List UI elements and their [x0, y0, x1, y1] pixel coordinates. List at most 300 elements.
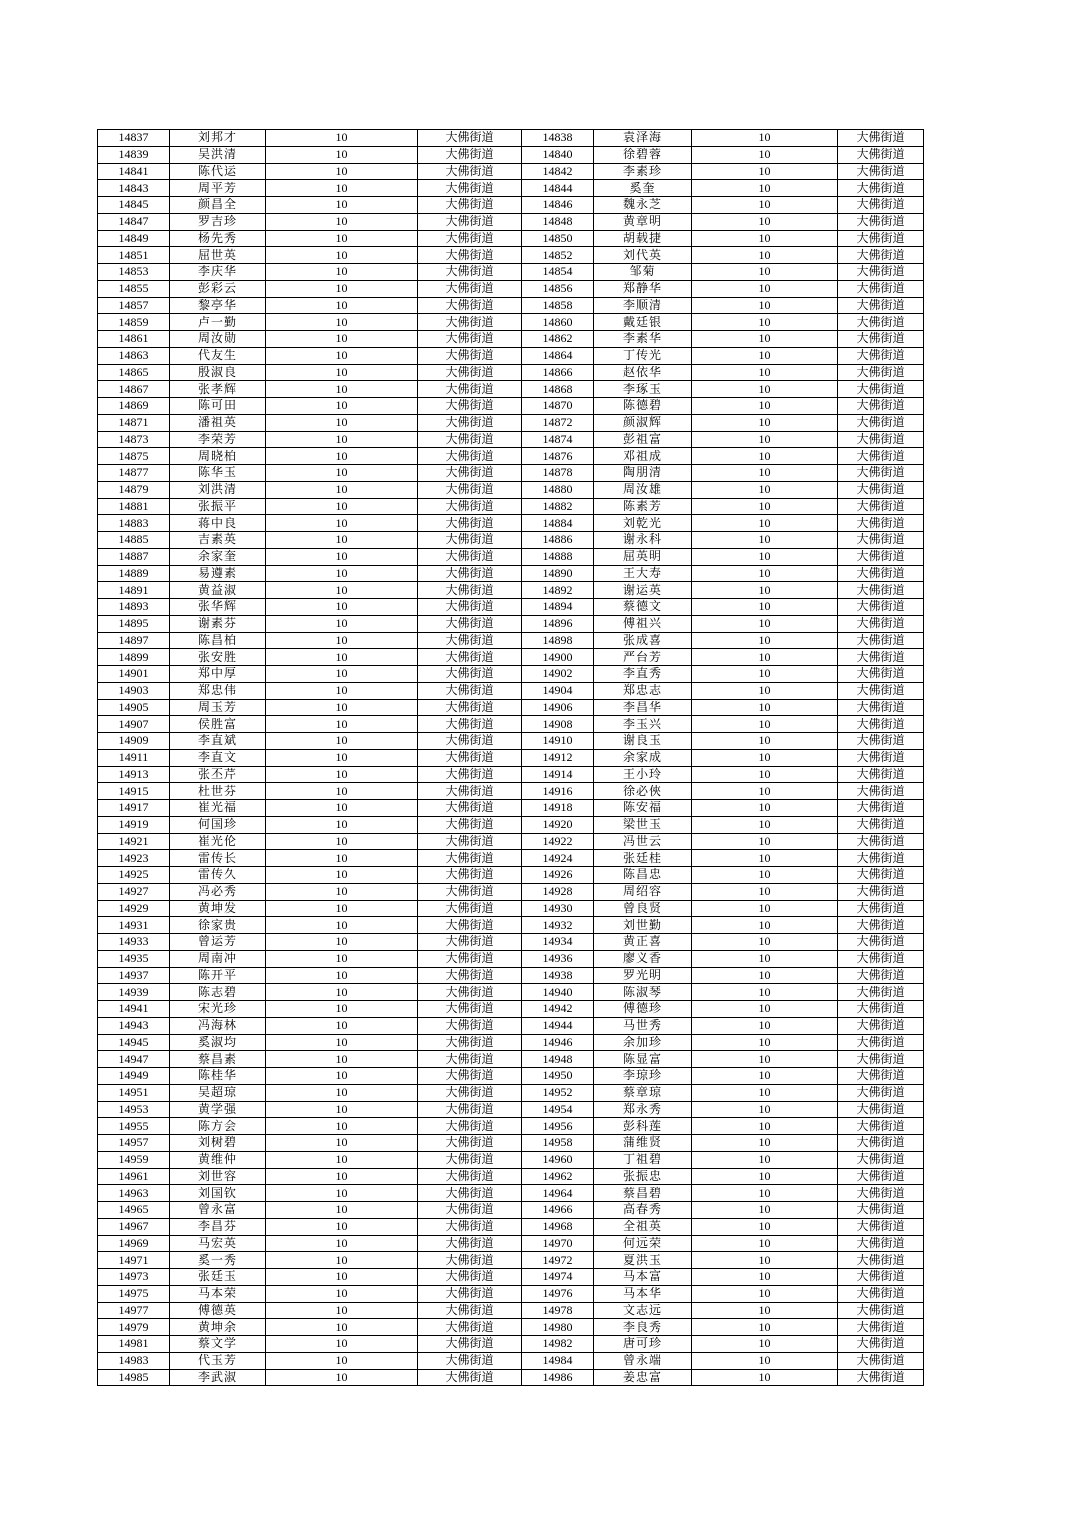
amount-cell: 10 [692, 565, 838, 582]
amount-cell: 10 [692, 967, 838, 984]
street-cell: 大佛街道 [838, 582, 924, 599]
name-cell: 廖义香 [594, 950, 692, 967]
street-cell: 大佛街道 [418, 364, 522, 381]
name-cell: 谢素芬 [170, 615, 266, 632]
street-cell: 大佛街道 [418, 1185, 522, 1202]
id-cell: 14970 [522, 1235, 594, 1252]
name-cell: 严台芳 [594, 649, 692, 666]
street-cell: 大佛街道 [838, 800, 924, 817]
id-cell: 14837 [98, 130, 170, 147]
street-cell: 大佛街道 [838, 1001, 924, 1018]
name-cell: 高春秀 [594, 1202, 692, 1219]
name-cell: 李琼珍 [594, 1068, 692, 1085]
street-cell: 大佛街道 [838, 381, 924, 398]
id-cell: 14843 [98, 180, 170, 197]
table-row [98, 833, 924, 850]
id-cell: 14869 [98, 398, 170, 415]
street-cell: 大佛街道 [418, 867, 522, 884]
name-cell: 陶朋清 [594, 465, 692, 482]
street-cell: 大佛街道 [838, 917, 924, 934]
street-cell: 大佛街道 [418, 1101, 522, 1118]
street-cell: 大佛街道 [838, 615, 924, 632]
name-cell: 张廷玉 [170, 1269, 266, 1286]
id-cell: 14902 [522, 666, 594, 683]
amount-cell: 10 [692, 230, 838, 247]
amount-cell: 10 [692, 1218, 838, 1235]
id-cell: 14937 [98, 967, 170, 984]
street-cell: 大佛街道 [418, 649, 522, 666]
name-cell: 陈昌柏 [170, 632, 266, 649]
id-cell: 14882 [522, 498, 594, 515]
street-cell: 大佛街道 [418, 816, 522, 833]
amount-cell: 10 [692, 917, 838, 934]
street-cell: 大佛街道 [838, 465, 924, 482]
name-cell: 何国珍 [170, 816, 266, 833]
amount-cell: 10 [692, 783, 838, 800]
id-cell: 14953 [98, 1101, 170, 1118]
street-cell: 大佛街道 [418, 213, 522, 230]
amount-cell: 10 [692, 1235, 838, 1252]
amount-cell: 10 [266, 498, 418, 515]
street-cell: 大佛街道 [418, 1235, 522, 1252]
id-cell: 14859 [98, 314, 170, 331]
amount-cell: 10 [692, 699, 838, 716]
amount-cell: 10 [266, 297, 418, 314]
id-cell: 14927 [98, 883, 170, 900]
amount-cell: 10 [266, 381, 418, 398]
street-cell: 大佛街道 [418, 883, 522, 900]
table-row [98, 230, 924, 247]
street-cell: 大佛街道 [838, 180, 924, 197]
id-cell: 14848 [522, 213, 594, 230]
name-cell: 蔡昌碧 [594, 1185, 692, 1202]
amount-cell: 10 [692, 950, 838, 967]
street-cell: 大佛街道 [838, 816, 924, 833]
amount-cell: 10 [692, 331, 838, 348]
amount-cell: 10 [692, 649, 838, 666]
id-cell: 14915 [98, 783, 170, 800]
amount-cell: 10 [266, 1185, 418, 1202]
street-cell: 大佛街道 [838, 297, 924, 314]
table-row [98, 163, 924, 180]
amount-cell: 10 [692, 615, 838, 632]
name-cell: 黄坤发 [170, 900, 266, 917]
street-cell: 大佛街道 [838, 934, 924, 951]
id-cell: 14960 [522, 1151, 594, 1168]
roster-table [97, 129, 924, 1386]
table-row [98, 1168, 924, 1185]
name-cell: 余家成 [594, 749, 692, 766]
street-cell: 大佛街道 [838, 515, 924, 532]
id-cell: 14842 [522, 163, 594, 180]
name-cell: 郑忠志 [594, 682, 692, 699]
table-row [98, 883, 924, 900]
amount-cell: 10 [692, 666, 838, 683]
amount-cell: 10 [692, 1302, 838, 1319]
name-cell: 陈安福 [594, 800, 692, 817]
name-cell: 谢运英 [594, 582, 692, 599]
amount-cell: 10 [266, 1252, 418, 1269]
amount-cell: 10 [692, 749, 838, 766]
id-cell: 14951 [98, 1084, 170, 1101]
name-cell: 易遵素 [170, 565, 266, 582]
id-cell: 14964 [522, 1185, 594, 1202]
id-cell: 14851 [98, 247, 170, 264]
id-cell: 14907 [98, 716, 170, 733]
amount-cell: 10 [692, 481, 838, 498]
street-cell: 大佛街道 [838, 481, 924, 498]
id-cell: 14961 [98, 1168, 170, 1185]
name-cell: 何远荣 [594, 1235, 692, 1252]
amount-cell: 10 [266, 699, 418, 716]
id-cell: 14919 [98, 816, 170, 833]
name-cell: 丁祖碧 [594, 1151, 692, 1168]
amount-cell: 10 [266, 783, 418, 800]
table-row [98, 950, 924, 967]
street-cell: 大佛街道 [418, 1252, 522, 1269]
amount-cell: 10 [692, 1185, 838, 1202]
amount-cell: 10 [692, 163, 838, 180]
street-cell: 大佛街道 [418, 381, 522, 398]
id-cell: 14862 [522, 331, 594, 348]
amount-cell: 10 [266, 1168, 418, 1185]
amount-cell: 10 [692, 800, 838, 817]
street-cell: 大佛街道 [838, 699, 924, 716]
id-cell: 14947 [98, 1051, 170, 1068]
id-cell: 14904 [522, 682, 594, 699]
table-row [98, 1068, 924, 1085]
id-cell: 14897 [98, 632, 170, 649]
table-row [98, 247, 924, 264]
table-row [98, 984, 924, 1001]
name-cell: 赵依华 [594, 364, 692, 381]
id-cell: 14886 [522, 532, 594, 549]
amount-cell: 10 [692, 582, 838, 599]
street-cell: 大佛街道 [418, 481, 522, 498]
table-row [98, 213, 924, 230]
id-cell: 14899 [98, 649, 170, 666]
street-cell: 大佛街道 [418, 967, 522, 984]
id-cell: 14963 [98, 1185, 170, 1202]
amount-cell: 10 [692, 1101, 838, 1118]
name-cell: 徐碧蓉 [594, 146, 692, 163]
roster-table-body [98, 130, 924, 1386]
amount-cell: 10 [692, 900, 838, 917]
table-row [98, 1101, 924, 1118]
amount-cell: 10 [266, 1336, 418, 1353]
table-row [98, 1285, 924, 1302]
id-cell: 14898 [522, 632, 594, 649]
id-cell: 14912 [522, 749, 594, 766]
amount-cell: 10 [692, 1336, 838, 1353]
name-cell: 马本华 [594, 1285, 692, 1302]
street-cell: 大佛街道 [418, 1369, 522, 1386]
table-row [98, 197, 924, 214]
id-cell: 14863 [98, 347, 170, 364]
name-cell: 陈昌忠 [594, 867, 692, 884]
id-cell: 14983 [98, 1352, 170, 1369]
amount-cell: 10 [266, 900, 418, 917]
table-row [98, 716, 924, 733]
street-cell: 大佛街道 [838, 883, 924, 900]
id-cell: 14980 [522, 1319, 594, 1336]
street-cell: 大佛街道 [838, 347, 924, 364]
name-cell: 刘树碧 [170, 1135, 266, 1152]
id-cell: 14934 [522, 934, 594, 951]
amount-cell: 10 [266, 347, 418, 364]
id-cell: 14895 [98, 615, 170, 632]
amount-cell: 10 [692, 934, 838, 951]
name-cell: 陈桂华 [170, 1068, 266, 1085]
table-row [98, 1252, 924, 1269]
id-cell: 14956 [522, 1118, 594, 1135]
amount-cell: 10 [266, 213, 418, 230]
name-cell: 曾良贤 [594, 900, 692, 917]
name-cell: 戴廷银 [594, 314, 692, 331]
street-cell: 大佛街道 [838, 448, 924, 465]
amount-cell: 10 [266, 1101, 418, 1118]
amount-cell: 10 [692, 1369, 838, 1386]
street-cell: 大佛街道 [838, 163, 924, 180]
table-row [98, 1269, 924, 1286]
amount-cell: 10 [266, 130, 418, 147]
amount-cell: 10 [692, 247, 838, 264]
table-row [98, 347, 924, 364]
id-cell: 14985 [98, 1369, 170, 1386]
name-cell: 李素华 [594, 331, 692, 348]
street-cell: 大佛街道 [838, 1302, 924, 1319]
id-cell: 14908 [522, 716, 594, 733]
street-cell: 大佛街道 [838, 280, 924, 297]
id-cell: 14874 [522, 431, 594, 448]
amount-cell: 10 [692, 1269, 838, 1286]
street-cell: 大佛街道 [418, 331, 522, 348]
amount-cell: 10 [266, 481, 418, 498]
id-cell: 14979 [98, 1319, 170, 1336]
name-cell: 郑静华 [594, 280, 692, 297]
street-cell: 大佛街道 [418, 1151, 522, 1168]
name-cell: 黄益淑 [170, 582, 266, 599]
id-cell: 14840 [522, 146, 594, 163]
id-cell: 14974 [522, 1269, 594, 1286]
amount-cell: 10 [266, 1369, 418, 1386]
id-cell: 14924 [522, 850, 594, 867]
street-cell: 大佛街道 [418, 1302, 522, 1319]
amount-cell: 10 [266, 565, 418, 582]
street-cell: 大佛街道 [418, 280, 522, 297]
amount-cell: 10 [692, 850, 838, 867]
name-cell: 马本荣 [170, 1285, 266, 1302]
amount-cell: 10 [692, 984, 838, 1001]
name-cell: 吴超琼 [170, 1084, 266, 1101]
table-row [98, 146, 924, 163]
amount-cell: 10 [266, 867, 418, 884]
street-cell: 大佛街道 [418, 197, 522, 214]
table-row [98, 917, 924, 934]
name-cell: 崔光伦 [170, 833, 266, 850]
amount-cell: 10 [266, 1001, 418, 1018]
name-cell: 颜昌全 [170, 197, 266, 214]
amount-cell: 10 [266, 1202, 418, 1219]
amount-cell: 10 [266, 733, 418, 750]
id-cell: 14887 [98, 548, 170, 565]
street-cell: 大佛街道 [418, 1336, 522, 1353]
amount-cell: 10 [692, 816, 838, 833]
street-cell: 大佛街道 [838, 733, 924, 750]
name-cell: 袁泽海 [594, 130, 692, 147]
amount-cell: 10 [266, 1218, 418, 1235]
name-cell: 邹菊 [594, 264, 692, 281]
table-row [98, 1336, 924, 1353]
amount-cell: 10 [692, 883, 838, 900]
amount-cell: 10 [692, 130, 838, 147]
table-row [98, 632, 924, 649]
street-cell: 大佛街道 [838, 900, 924, 917]
amount-cell: 10 [266, 1151, 418, 1168]
id-cell: 14958 [522, 1135, 594, 1152]
amount-cell: 10 [266, 515, 418, 532]
id-cell: 14844 [522, 180, 594, 197]
amount-cell: 10 [692, 264, 838, 281]
street-cell: 大佛街道 [418, 615, 522, 632]
amount-cell: 10 [266, 264, 418, 281]
amount-cell: 10 [266, 465, 418, 482]
street-cell: 大佛街道 [418, 398, 522, 415]
amount-cell: 10 [692, 398, 838, 415]
name-cell: 李直秀 [594, 666, 692, 683]
id-cell: 14921 [98, 833, 170, 850]
table-row [98, 1017, 924, 1034]
name-cell: 潘祖英 [170, 414, 266, 431]
street-cell: 大佛街道 [838, 414, 924, 431]
table-row [98, 934, 924, 951]
id-cell: 14965 [98, 1202, 170, 1219]
id-cell: 14952 [522, 1084, 594, 1101]
name-cell: 冯必秀 [170, 883, 266, 900]
id-cell: 14971 [98, 1252, 170, 1269]
id-cell: 14867 [98, 381, 170, 398]
amount-cell: 10 [692, 599, 838, 616]
name-cell: 冯海林 [170, 1017, 266, 1034]
id-cell: 14841 [98, 163, 170, 180]
name-cell: 屈英明 [594, 548, 692, 565]
amount-cell: 10 [266, 917, 418, 934]
street-cell: 大佛街道 [838, 331, 924, 348]
street-cell: 大佛街道 [418, 1319, 522, 1336]
name-cell: 刘邦才 [170, 130, 266, 147]
amount-cell: 10 [266, 1034, 418, 1051]
id-cell: 14932 [522, 917, 594, 934]
id-cell: 14966 [522, 1202, 594, 1219]
id-cell: 14893 [98, 599, 170, 616]
street-cell: 大佛街道 [838, 716, 924, 733]
name-cell: 李直斌 [170, 733, 266, 750]
name-cell: 彭彩云 [170, 280, 266, 297]
amount-cell: 10 [266, 431, 418, 448]
amount-cell: 10 [266, 1302, 418, 1319]
name-cell: 陈志碧 [170, 984, 266, 1001]
name-cell: 蔡德文 [594, 599, 692, 616]
table-row [98, 414, 924, 431]
street-cell: 大佛街道 [838, 314, 924, 331]
name-cell: 张华辉 [170, 599, 266, 616]
street-cell: 大佛街道 [418, 431, 522, 448]
amount-cell: 10 [692, 1051, 838, 1068]
id-cell: 14929 [98, 900, 170, 917]
id-cell: 14945 [98, 1034, 170, 1051]
street-cell: 大佛街道 [838, 498, 924, 515]
amount-cell: 10 [266, 247, 418, 264]
table-row [98, 331, 924, 348]
id-cell: 14877 [98, 465, 170, 482]
amount-cell: 10 [266, 364, 418, 381]
street-cell: 大佛街道 [418, 498, 522, 515]
amount-cell: 10 [266, 816, 418, 833]
id-cell: 14935 [98, 950, 170, 967]
id-cell: 14850 [522, 230, 594, 247]
name-cell: 杨先秀 [170, 230, 266, 247]
street-cell: 大佛街道 [418, 1352, 522, 1369]
amount-cell: 10 [266, 682, 418, 699]
amount-cell: 10 [266, 833, 418, 850]
table-row [98, 699, 924, 716]
street-cell: 大佛街道 [838, 1068, 924, 1085]
id-cell: 14939 [98, 984, 170, 1001]
name-cell: 王大寿 [594, 565, 692, 582]
street-cell: 大佛街道 [418, 716, 522, 733]
street-cell: 大佛街道 [418, 1001, 522, 1018]
id-cell: 14847 [98, 213, 170, 230]
street-cell: 大佛街道 [418, 146, 522, 163]
street-cell: 大佛街道 [418, 163, 522, 180]
id-cell: 14954 [522, 1101, 594, 1118]
table-row [98, 1369, 924, 1386]
street-cell: 大佛街道 [418, 1034, 522, 1051]
street-cell: 大佛街道 [838, 1118, 924, 1135]
name-cell: 李顺清 [594, 297, 692, 314]
id-cell: 14926 [522, 867, 594, 884]
name-cell: 彭科莲 [594, 1118, 692, 1135]
name-cell: 马本富 [594, 1269, 692, 1286]
name-cell: 代友生 [170, 347, 266, 364]
street-cell: 大佛街道 [418, 682, 522, 699]
table-row [98, 800, 924, 817]
name-cell: 蔡文学 [170, 1336, 266, 1353]
amount-cell: 10 [692, 532, 838, 549]
id-cell: 14925 [98, 867, 170, 884]
amount-cell: 10 [692, 297, 838, 314]
name-cell: 曾永富 [170, 1202, 266, 1219]
amount-cell: 10 [266, 280, 418, 297]
street-cell: 大佛街道 [418, 347, 522, 364]
street-cell: 大佛街道 [838, 1336, 924, 1353]
table-row [98, 130, 924, 147]
street-cell: 大佛街道 [418, 850, 522, 867]
id-cell: 14949 [98, 1068, 170, 1085]
name-cell: 李良秀 [594, 1319, 692, 1336]
table-row [98, 1202, 924, 1219]
name-cell: 吴洪清 [170, 146, 266, 163]
street-cell: 大佛街道 [838, 1084, 924, 1101]
street-cell: 大佛街道 [838, 1218, 924, 1235]
id-cell: 14917 [98, 800, 170, 817]
name-cell: 李素珍 [594, 163, 692, 180]
name-cell: 奚奎 [594, 180, 692, 197]
name-cell: 刘代英 [594, 247, 692, 264]
id-cell: 14901 [98, 666, 170, 683]
amount-cell: 10 [266, 1319, 418, 1336]
street-cell: 大佛街道 [838, 632, 924, 649]
